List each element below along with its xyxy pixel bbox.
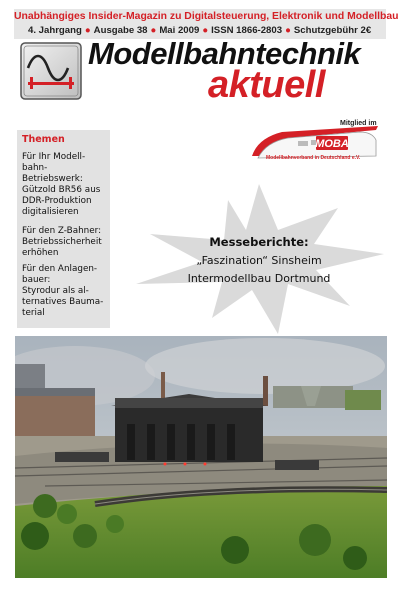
issue-price: Schutzgebühr 2€ (293, 25, 372, 36)
magazine-tagline: Unabhängiges Insider-Magazin zu Digitalsteuerung, Elektronik und Modellbau (14, 11, 399, 22)
bullet-icon: ● (285, 25, 291, 36)
header-band (14, 9, 399, 39)
bullet-icon: ● (202, 25, 209, 36)
themes-panel (17, 130, 110, 328)
moba-subtitle: Modellbahnverband in Deutschland e.V. (266, 155, 361, 161)
issue-info (28, 25, 371, 36)
moba-logo-text: MOBA (315, 138, 349, 150)
issue-number: Ausgabe 38 (93, 25, 148, 36)
issue-date: Mai 2009 (159, 25, 200, 36)
theme-item: Für den Z-Bahner: Betriebssicherheit erhöhen (22, 226, 102, 258)
theme-item: Für Ihr Modell- bahn- Betriebswerk: Gützold BR56 aus DDR-Produktion digitalisieren (22, 152, 101, 217)
feature-line-1: „Faszination“ Sinsheim (196, 254, 322, 267)
issue-issn: ISSN 1866-2803 (211, 25, 283, 36)
cover-photo (15, 336, 387, 578)
theme-item: Für den Anlagen- bauer: Styrodur als al- ternatives Bauma- terial (22, 264, 104, 318)
themes-heading: Themen (22, 134, 65, 145)
bullet-icon: ● (150, 25, 157, 36)
feature-title: Messeberichte: (209, 235, 309, 249)
issue-volume: 4. Jahrgang (28, 25, 82, 36)
feature-line-2: Intermodellbau Dortmund (187, 272, 331, 285)
bullet-icon: ● (84, 25, 91, 36)
membership-label: Mitglied im (340, 120, 377, 127)
sine-wave-rail-icon (20, 42, 82, 100)
magazine-title-line1: Modellbahntechnik (88, 36, 361, 71)
magazine-title-line2: aktuell (208, 64, 325, 106)
